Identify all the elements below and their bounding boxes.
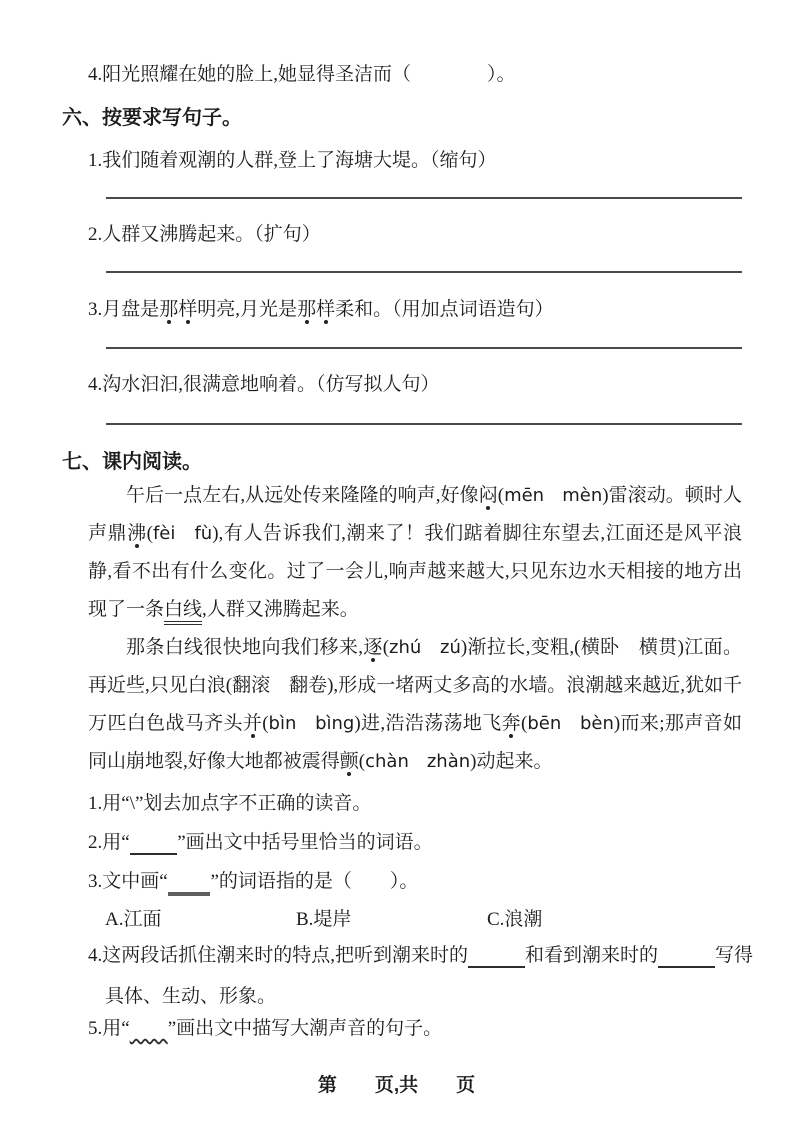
question-item-7-4-line1 bbox=[88, 941, 753, 971]
text-run: 明亮,月光是 bbox=[197, 299, 298, 320]
text-run: 和看到潮来时的 bbox=[525, 945, 659, 966]
text-run: 柔和。（用加点词语造句） bbox=[335, 299, 554, 320]
answer-line bbox=[106, 423, 742, 425]
dotted-char: 样 bbox=[178, 299, 198, 320]
passage-paragraph-2 bbox=[88, 629, 742, 781]
text-run: ”的词语指的是（ ）。 bbox=[210, 871, 419, 892]
double-underlined-word: 白线 bbox=[164, 599, 202, 625]
pinyin-run: fèi fù bbox=[152, 523, 213, 544]
text-run: 4.这两段话抓住潮来时的特点,把听到潮来时的 bbox=[88, 945, 469, 966]
pinyin-run: zhú zú bbox=[389, 637, 461, 658]
dotted-char: 那 bbox=[297, 299, 317, 320]
question-item-7-5 bbox=[88, 1014, 442, 1044]
dotted-char: 奔 bbox=[501, 713, 521, 734]
text-run: ”画出文中括号里恰当的词语。 bbox=[177, 832, 433, 853]
thick-underline-mark bbox=[168, 871, 211, 896]
question-item-7-3 bbox=[88, 867, 418, 897]
dotted-char: 闷 bbox=[478, 485, 498, 506]
text-run: 1.我们随着观潮的人群,登上了海塘大堤。（缩句） bbox=[88, 150, 497, 171]
text-run: )渐拉长,变粗,(横卧 横贯)江面。再近些,只见白浪(翻滚 翻卷),形成一堵两丈多高的水墙。浪潮越来越近,犹如千万匹白色战马齐头 bbox=[88, 637, 742, 734]
question-item-7-1 bbox=[88, 789, 371, 819]
section-seven-title: 七、课内阅读。 bbox=[62, 451, 202, 473]
text-run: 3.月盘是 bbox=[88, 299, 160, 320]
option-a: A.江面 bbox=[105, 909, 162, 930]
pinyin-run: chàn zhàn bbox=[365, 751, 471, 772]
text-run: ( bbox=[521, 713, 528, 734]
dotted-char: 逐 bbox=[362, 637, 383, 658]
text-run: ( bbox=[382, 637, 390, 658]
text-run: )而来;那声音如同山崩地裂,好像大地都被震得 bbox=[88, 713, 742, 772]
text-run: ”画出文中描写大潮声音的句子。 bbox=[167, 1018, 443, 1039]
pinyin-run: mēn mèn bbox=[504, 485, 603, 506]
text-run: )动起来。 bbox=[470, 751, 553, 772]
dotted-char: 沸 bbox=[127, 523, 147, 544]
text-run: ( bbox=[262, 713, 269, 734]
question-item-7-4-line2: 具体、生动、形象。 bbox=[105, 986, 277, 1007]
text-run: 2.人群又沸腾起来。（扩句） bbox=[88, 224, 321, 245]
blank-line bbox=[658, 945, 715, 968]
question-item-prev-4 bbox=[88, 60, 516, 90]
question-item-6-4 bbox=[88, 370, 440, 400]
wavy-underline-mark bbox=[130, 1018, 168, 1039]
blank-line bbox=[130, 832, 178, 855]
pinyin-run: bìn bìng bbox=[268, 713, 355, 734]
option-c: C.浪潮 bbox=[487, 909, 543, 930]
question-item-6-3 bbox=[88, 295, 554, 325]
text-run: 1.用“\”划去加点字不正确的读音。 bbox=[88, 793, 372, 814]
blank-line bbox=[468, 945, 525, 968]
footer-page-label: 第 页,共 页 bbox=[317, 1075, 476, 1096]
text-run: 午后一点左右,从远处传来隆隆的响声,好像 bbox=[126, 485, 479, 506]
dotted-char: 颤 bbox=[339, 751, 359, 772]
option-b: B.堤岸 bbox=[296, 909, 352, 930]
text-run: 5.用“ bbox=[88, 1018, 130, 1039]
dotted-char: 并 bbox=[242, 713, 263, 734]
pinyin-run: bēn bèn bbox=[527, 713, 614, 734]
dotted-char: 那 bbox=[159, 299, 179, 320]
text-run: 2.用“ bbox=[88, 832, 130, 853]
text-run: ),有人告诉我们,潮来了！我们踮着脚往东望去,江面还是风平浪静,看不出有什么变化。过了一会儿,响声越来越大,只见东边水天相接的地方出现了一条 bbox=[88, 523, 742, 620]
reading-passage bbox=[88, 477, 742, 781]
text-run: 4.沟水汩汩,很满意地响着。（仿写拟人句） bbox=[88, 374, 440, 395]
text-run: )雷滚动。顿时人声鼎 bbox=[88, 485, 742, 544]
question-item-6-2 bbox=[88, 220, 321, 250]
text-run: ( bbox=[146, 523, 153, 544]
question-item-7-2 bbox=[88, 828, 433, 858]
passage-paragraph-1 bbox=[88, 477, 742, 629]
text-run: 那条白线很快地向我们移来, bbox=[126, 637, 363, 658]
multiple-choice-options bbox=[0, 904, 793, 934]
question-item-6-1 bbox=[88, 146, 497, 176]
answer-line bbox=[106, 197, 742, 199]
text-run: 写得 bbox=[715, 945, 754, 966]
section-six-title: 六、按要求写句子。 bbox=[62, 107, 242, 129]
text-run: 3.文中画“ bbox=[88, 871, 168, 892]
text-run: )进,浩浩荡荡地飞 bbox=[354, 713, 502, 734]
answer-line bbox=[106, 347, 742, 349]
dotted-char: 样 bbox=[316, 299, 336, 320]
text-run: ,人群又沸腾起来。 bbox=[202, 599, 359, 620]
text-run: ( bbox=[358, 751, 366, 772]
text-run: 4.阳光照耀在她的脸上,她显得圣洁而（ ）。 bbox=[88, 64, 516, 85]
answer-line bbox=[106, 271, 742, 273]
text-run: ( bbox=[497, 485, 505, 506]
